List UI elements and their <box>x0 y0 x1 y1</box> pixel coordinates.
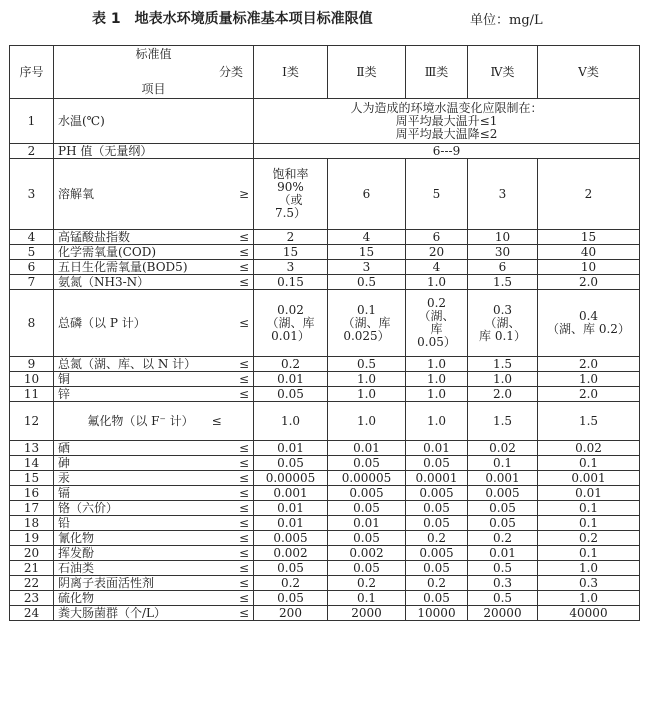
row-number: 6 <box>10 260 54 275</box>
limit-value-class-2: 0.05 <box>328 561 406 576</box>
limit-value-class-3: 1.0 <box>406 402 468 441</box>
limit-value-class-4: 2.0 <box>468 387 538 402</box>
limit-value-class-4: 0.001 <box>468 471 538 486</box>
limit-value-class-1: 2 <box>254 230 328 245</box>
row-number: 14 <box>10 456 54 471</box>
limit-value-class-5: 2.0 <box>538 275 640 290</box>
limit-value-class-5: 40000 <box>538 606 640 621</box>
limit-value-class-1: 0.01 <box>254 372 328 387</box>
limit-value-class-4: 0.1 <box>468 456 538 471</box>
comparison-symbol: ≤ <box>220 275 254 290</box>
limit-value-class-3: 0.2 （湖、 库 0.05） <box>406 290 468 357</box>
comparison-symbol: ≤ <box>220 531 254 546</box>
limit-value-class-2: 0.01 <box>328 441 406 456</box>
limit-value-class-2: 1.0 <box>328 402 406 441</box>
row-number: 4 <box>10 230 54 245</box>
limit-value-class-1: 0.05 <box>254 561 328 576</box>
limit-value-class-3: 0.05 <box>406 591 468 606</box>
limit-value-class-1: 0.2 <box>254 357 328 372</box>
limit-value-class-4: 0.05 <box>468 516 538 531</box>
limit-value-class-2: 1.0 <box>328 372 406 387</box>
comparison-symbol: ≤ <box>220 486 254 501</box>
comparison-symbol: ≤ <box>220 230 254 245</box>
header-corner-bottom: 项目 <box>141 82 166 96</box>
limit-value-class-4: 6 <box>468 260 538 275</box>
item-name: 镉 <box>54 486 220 501</box>
limit-value-class-4: 0.2 <box>468 531 538 546</box>
limit-value-class-5: 0.1 <box>538 546 640 561</box>
row-number: 19 <box>10 531 54 546</box>
item-name: 硒 <box>54 441 220 456</box>
row-number: 11 <box>10 387 54 402</box>
table-row <box>10 387 640 402</box>
row-number: 18 <box>10 516 54 531</box>
limit-value-class-4: 30 <box>468 245 538 260</box>
comparison-symbol: ≥ <box>220 159 254 230</box>
item-name: 阴离子表面活性剂 <box>54 576 220 591</box>
limit-value-class-5: 10 <box>538 260 640 275</box>
row-number: 15 <box>10 471 54 486</box>
standards-table <box>9 45 640 621</box>
table-row <box>10 561 640 576</box>
limit-value-class-3: 0.0001 <box>406 471 468 486</box>
limit-value-class-5: 2.0 <box>538 387 640 402</box>
limit-value-class-3: 0.005 <box>406 486 468 501</box>
comparison-symbol: ≤ <box>220 561 254 576</box>
row-number: 24 <box>10 606 54 621</box>
table-row <box>10 546 640 561</box>
comparison-symbol: ≤ <box>220 441 254 456</box>
limit-value-class-3: 20 <box>406 245 468 260</box>
item-name: 化学需氧量(COD) <box>54 245 220 260</box>
limit-value-class-3: 4 <box>406 260 468 275</box>
header-corner-top: 标准值 <box>135 47 172 61</box>
row-number: 23 <box>10 591 54 606</box>
limit-value-class-5: 0.01 <box>538 486 640 501</box>
header-class-5: Ⅴ类 <box>538 46 640 99</box>
limit-value-class-4: 0.5 <box>468 561 538 576</box>
item-name: 硫化物 <box>54 591 220 606</box>
limit-value-class-2: 0.00005 <box>328 471 406 486</box>
limit-value-class-2: 0.05 <box>328 531 406 546</box>
table-row <box>10 486 640 501</box>
header-corner-right: 分类 <box>218 65 243 79</box>
comparison-symbol: ≤ <box>220 591 254 606</box>
limit-value-class-3: 0.05 <box>406 516 468 531</box>
table-row <box>10 501 640 516</box>
item-name: 铬（六价） <box>54 501 220 516</box>
table-row <box>10 260 640 275</box>
header-class-2: Ⅱ类 <box>328 46 406 99</box>
comparison-symbol: ≤ <box>220 606 254 621</box>
limit-value-class-2: 0.1 <box>328 591 406 606</box>
limit-value-class-4: 0.02 <box>468 441 538 456</box>
limit-value-class-1: 0.05 <box>254 591 328 606</box>
limit-value-class-2: 6 <box>328 159 406 230</box>
item-name: 氨氮（NH3-N） <box>54 275 220 290</box>
item-name: PH 值（无量纲） <box>54 144 254 159</box>
limit-value-class-2: 0.002 <box>328 546 406 561</box>
table-row <box>10 230 640 245</box>
limit-value-class-4: 20000 <box>468 606 538 621</box>
item-name: 砷 <box>54 456 220 471</box>
limit-value-class-2: 0.1 （湖、库 0.025） <box>328 290 406 357</box>
limit-value-class-5: 2 <box>538 159 640 230</box>
item-name: 水温(℃) <box>54 99 254 144</box>
limit-value-class-1: 饱和率 90% （或 7.5） <box>254 159 328 230</box>
limit-value-class-5: 0.1 <box>538 516 640 531</box>
item-name: 挥发酚 <box>54 546 220 561</box>
limit-value-class-1: 1.0 <box>254 402 328 441</box>
limit-value-class-3: 0.01 <box>406 441 468 456</box>
limit-value-class-5: 15 <box>538 230 640 245</box>
comparison-symbol: ≤ <box>220 245 254 260</box>
table-row <box>10 456 640 471</box>
row-number: 22 <box>10 576 54 591</box>
comparison-symbol: ≤ <box>220 357 254 372</box>
limit-value-class-1: 3 <box>254 260 328 275</box>
limit-value-class-2: 15 <box>328 245 406 260</box>
merged-limit-value: 人为造成的环境水温变化应限制在： 周平均最大温升≤1 周平均最大温降≤2 <box>254 99 640 144</box>
comparison-symbol: ≤ <box>220 290 254 357</box>
comparison-symbol: ≤ <box>220 501 254 516</box>
limit-value-class-1: 0.005 <box>254 531 328 546</box>
item-name: 溶解氧 <box>54 159 220 230</box>
limit-value-class-1: 0.001 <box>254 486 328 501</box>
limit-value-class-3: 1.0 <box>406 387 468 402</box>
limit-value-class-4: 0.5 <box>468 591 538 606</box>
limit-value-class-2: 0.01 <box>328 516 406 531</box>
row-number: 10 <box>10 372 54 387</box>
limit-value-class-4: 1.0 <box>468 372 538 387</box>
limit-value-class-3: 1.0 <box>406 275 468 290</box>
limit-value-class-5: 2.0 <box>538 357 640 372</box>
limit-value-class-1: 0.01 <box>254 441 328 456</box>
limit-value-class-4: 0.3 （湖、 库 0.1） <box>468 290 538 357</box>
item-name: 锌 <box>54 387 220 402</box>
limit-value-class-3: 0.005 <box>406 546 468 561</box>
limit-value-class-4: 3 <box>468 159 538 230</box>
limit-value-class-4: 0.005 <box>468 486 538 501</box>
table-row <box>10 576 640 591</box>
limit-value-class-5: 0.1 <box>538 501 640 516</box>
table-row <box>10 402 640 441</box>
limit-value-class-2: 0.2 <box>328 576 406 591</box>
limit-value-class-1: 0.01 <box>254 516 328 531</box>
row-number: 3 <box>10 159 54 230</box>
row-number: 17 <box>10 501 54 516</box>
limit-value-class-3: 5 <box>406 159 468 230</box>
limit-value-class-4: 0.3 <box>468 576 538 591</box>
limit-value-class-3: 10000 <box>406 606 468 621</box>
limit-value-class-2: 0.05 <box>328 501 406 516</box>
item-name: 氟化物（以 F⁻ 计） ≤ <box>54 402 254 441</box>
unit-label: 单位：mg/L <box>470 13 543 28</box>
row-number: 8 <box>10 290 54 357</box>
table-row <box>10 606 640 621</box>
limit-value-class-3: 0.2 <box>406 531 468 546</box>
limit-value-class-5: 1.0 <box>538 591 640 606</box>
header-seq: 序号 <box>10 46 54 99</box>
row-number: 20 <box>10 546 54 561</box>
item-name: 氰化物 <box>54 531 220 546</box>
limit-value-class-5: 0.1 <box>538 456 640 471</box>
row-number: 1 <box>10 99 54 144</box>
limit-value-class-2: 2000 <box>328 606 406 621</box>
table-row <box>10 159 640 230</box>
limit-value-class-5: 0.2 <box>538 531 640 546</box>
limit-value-class-5: 1.0 <box>538 561 640 576</box>
limit-value-class-2: 3 <box>328 260 406 275</box>
table-row <box>10 372 640 387</box>
limit-value-class-3: 0.05 <box>406 456 468 471</box>
limit-value-class-1: 0.002 <box>254 546 328 561</box>
limit-value-class-1: 0.00005 <box>254 471 328 486</box>
item-name: 总氮（湖、库、以 N 计） <box>54 357 220 372</box>
limit-value-class-2: 0.5 <box>328 357 406 372</box>
row-number: 9 <box>10 357 54 372</box>
limit-value-class-2: 1.0 <box>328 387 406 402</box>
limit-value-class-3: 0.05 <box>406 501 468 516</box>
limit-value-class-1: 15 <box>254 245 328 260</box>
item-name: 高锰酸盐指数 <box>54 230 220 245</box>
table-row <box>10 591 640 606</box>
table-title: 表 1 地表水环境质量标准基本项目标准限值 <box>92 11 373 27</box>
table-row <box>10 531 640 546</box>
limit-value-class-3: 0.05 <box>406 561 468 576</box>
limit-value-class-1: 0.01 <box>254 501 328 516</box>
limit-value-class-4: 0.01 <box>468 546 538 561</box>
table-row <box>10 144 640 159</box>
limit-value-class-1: 0.2 <box>254 576 328 591</box>
item-name: 五日生化需氧量(BOD5) <box>54 260 220 275</box>
limit-value-class-2: 0.05 <box>328 456 406 471</box>
limit-value-class-4: 0.05 <box>468 501 538 516</box>
row-number: 13 <box>10 441 54 456</box>
table-row <box>10 99 640 144</box>
row-number: 16 <box>10 486 54 501</box>
limit-value-class-3: 6 <box>406 230 468 245</box>
table-row <box>10 275 640 290</box>
header-class-3: Ⅲ类 <box>406 46 468 99</box>
comparison-symbol: ≤ <box>220 387 254 402</box>
item-name: 总磷（以 P 计） <box>54 290 220 357</box>
header-class-4: Ⅳ类 <box>468 46 538 99</box>
limit-value-class-5: 0.001 <box>538 471 640 486</box>
limit-value-class-3: 1.0 <box>406 357 468 372</box>
header-row <box>10 46 640 99</box>
limit-value-class-3: 1.0 <box>406 372 468 387</box>
item-name: 铜 <box>54 372 220 387</box>
limit-value-class-5: 1.0 <box>538 372 640 387</box>
header-corner <box>54 46 254 99</box>
comparison-symbol: ≤ <box>220 456 254 471</box>
table-caption <box>0 8 650 28</box>
limit-value-class-4: 1.5 <box>468 402 538 441</box>
table-row <box>10 357 640 372</box>
comparison-symbol: ≤ <box>220 260 254 275</box>
table-row <box>10 516 640 531</box>
comparison-symbol: ≤ <box>220 576 254 591</box>
limit-value-class-5: 0.02 <box>538 441 640 456</box>
limit-value-class-1: 0.02 （湖、库 0.01） <box>254 290 328 357</box>
table-row <box>10 441 640 456</box>
limit-value-class-5: 0.3 <box>538 576 640 591</box>
limit-value-class-4: 1.5 <box>468 275 538 290</box>
limit-value-class-1: 0.15 <box>254 275 328 290</box>
row-number: 5 <box>10 245 54 260</box>
limit-value-class-1: 0.05 <box>254 456 328 471</box>
limit-value-class-5: 40 <box>538 245 640 260</box>
limit-value-class-3: 0.2 <box>406 576 468 591</box>
comparison-symbol: ≤ <box>220 372 254 387</box>
item-name: 石油类 <box>54 561 220 576</box>
row-number: 21 <box>10 561 54 576</box>
comparison-symbol: ≤ <box>220 471 254 486</box>
table-row <box>10 471 640 486</box>
comparison-symbol: ≤ <box>220 516 254 531</box>
item-name: 粪大肠菌群（个/L） <box>54 606 220 621</box>
table-row <box>10 290 640 357</box>
table-row <box>10 245 640 260</box>
limit-value-class-1: 200 <box>254 606 328 621</box>
header-class-1: Ⅰ类 <box>254 46 328 99</box>
row-number: 2 <box>10 144 54 159</box>
limit-value-class-1: 0.05 <box>254 387 328 402</box>
item-name: 汞 <box>54 471 220 486</box>
row-number: 12 <box>10 402 54 441</box>
limit-value-class-2: 0.005 <box>328 486 406 501</box>
item-name: 铅 <box>54 516 220 531</box>
row-number: 7 <box>10 275 54 290</box>
limit-value-class-2: 0.5 <box>328 275 406 290</box>
limit-value-class-5: 1.5 <box>538 402 640 441</box>
limit-value-class-4: 10 <box>468 230 538 245</box>
comparison-symbol: ≤ <box>220 546 254 561</box>
limit-value-class-5: 0.4 （湖、库 0.2） <box>538 290 640 357</box>
limit-value-class-4: 1.5 <box>468 357 538 372</box>
merged-limit-value: 6---9 <box>254 144 640 159</box>
limit-value-class-2: 4 <box>328 230 406 245</box>
